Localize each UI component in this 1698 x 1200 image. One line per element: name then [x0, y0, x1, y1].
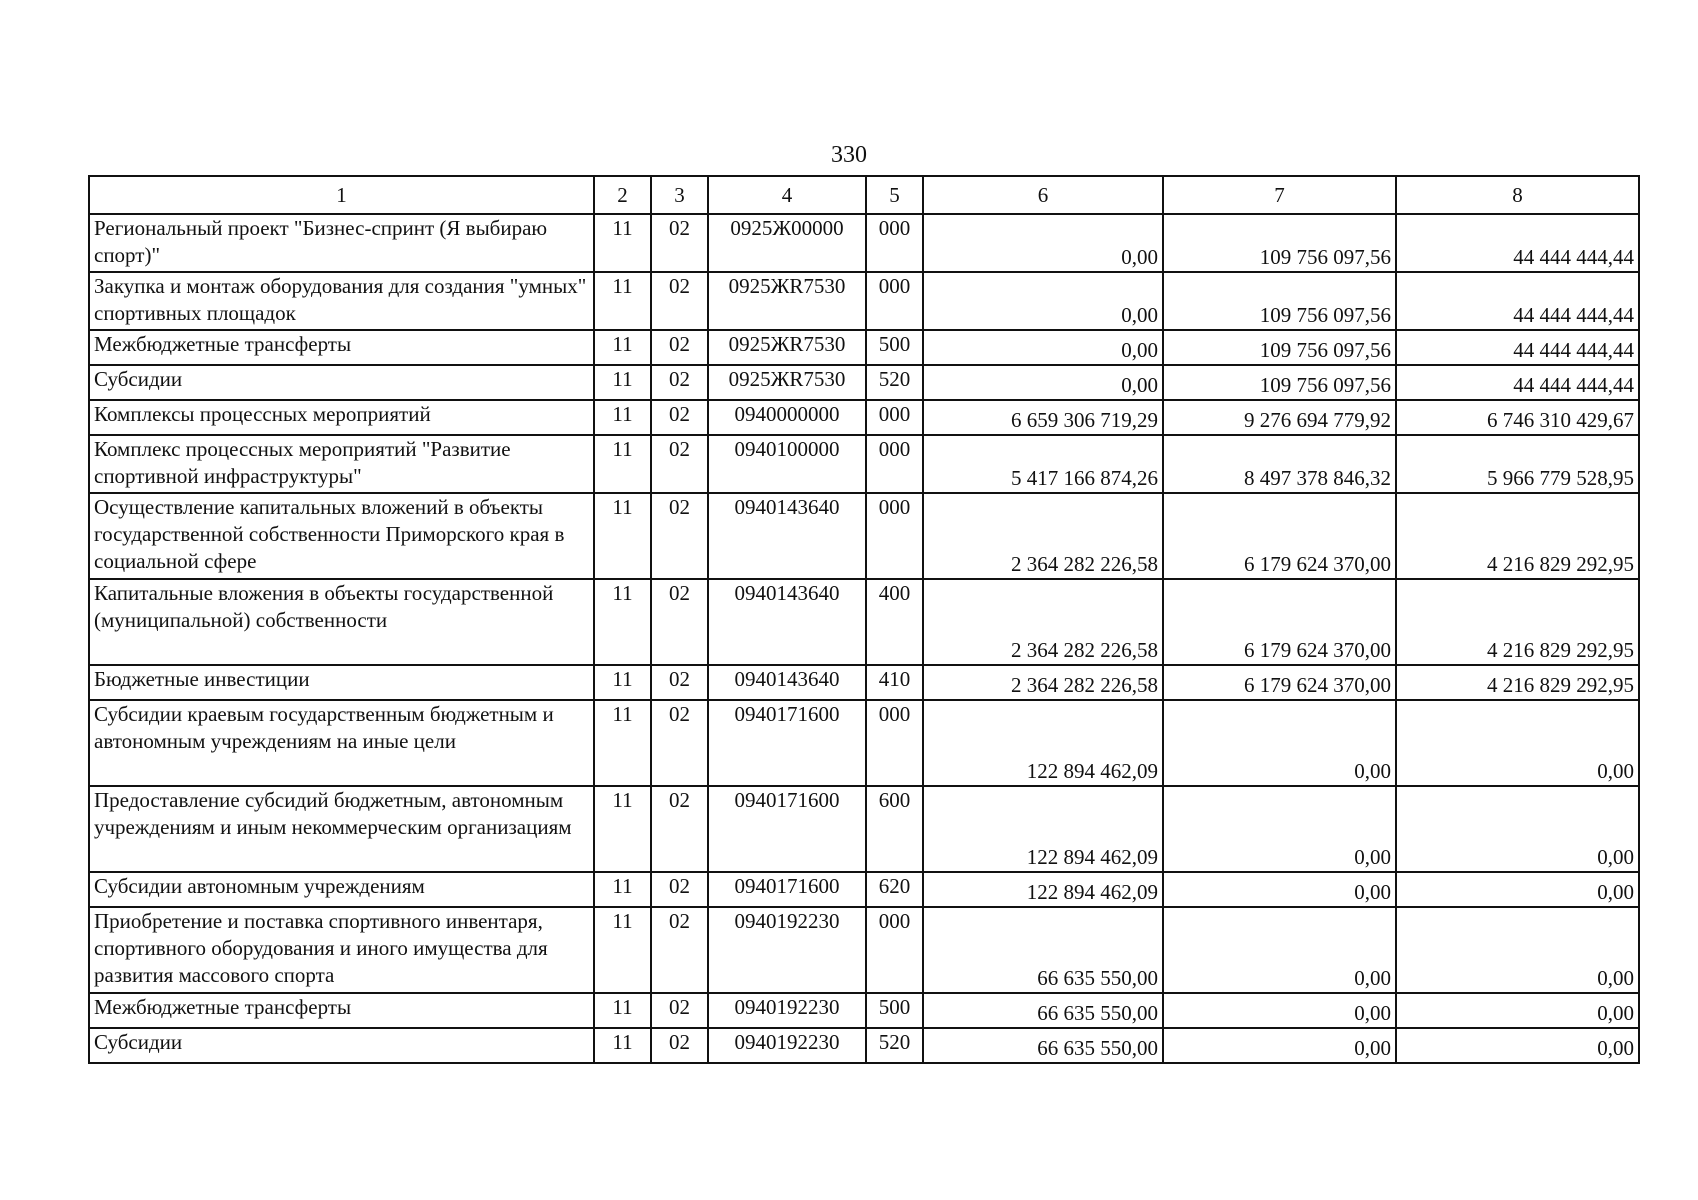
row-target-code: 0925Ж00000 — [708, 214, 866, 272]
row-value-7: 0,00 — [1163, 993, 1396, 1028]
row-value-6: 0,00 — [923, 365, 1163, 400]
row-value-6: 2 364 282 226,58 — [923, 665, 1163, 700]
table-row — [89, 214, 1639, 272]
row-subsection: 02 — [651, 400, 708, 435]
row-expense-type: 600 — [866, 786, 923, 872]
row-value-8: 4 216 829 292,95 — [1396, 665, 1639, 700]
row-value-6: 0,00 — [923, 272, 1163, 330]
row-expense-type: 000 — [866, 435, 923, 493]
row-expense-type: 410 — [866, 665, 923, 700]
row-expense-type: 500 — [866, 330, 923, 365]
header-cell-8: 8 — [1396, 176, 1639, 214]
row-target-code: 0940171600 — [708, 786, 866, 872]
row-value-8: 44 444 444,44 — [1396, 214, 1639, 272]
row-expense-type: 000 — [866, 214, 923, 272]
row-subsection: 02 — [651, 365, 708, 400]
row-target-code: 0940000000 — [708, 400, 866, 435]
row-section: 11 — [594, 272, 651, 330]
row-value-6: 0,00 — [923, 214, 1163, 272]
row-name: Предоставление субсидий бюджетным, автономным учреждениям и иным некоммерческим организациям — [89, 786, 594, 872]
row-value-8: 0,00 — [1396, 872, 1639, 907]
row-value-6: 122 894 462,09 — [923, 872, 1163, 907]
row-name: Субсидии — [89, 1028, 594, 1063]
row-subsection: 02 — [651, 665, 708, 700]
row-section: 11 — [594, 435, 651, 493]
table-row — [89, 579, 1639, 665]
row-name: Капитальные вложения в объекты государственной (муниципальной) собственности — [89, 579, 594, 665]
row-name: Осуществление капитальных вложений в объекты государственной собственности Приморского края в социальной сфере — [89, 493, 594, 579]
row-target-code: 0940192230 — [708, 993, 866, 1028]
row-subsection: 02 — [651, 907, 708, 993]
row-value-7: 109 756 097,56 — [1163, 272, 1396, 330]
row-value-8: 44 444 444,44 — [1396, 330, 1639, 365]
row-value-7: 8 497 378 846,32 — [1163, 435, 1396, 493]
row-name: Приобретение и поставка спортивного инвентаря, спортивного оборудования и иного имущества для развития массового спорта — [89, 907, 594, 993]
header-row — [89, 176, 1639, 214]
row-value-7: 0,00 — [1163, 1028, 1396, 1063]
row-subsection: 02 — [651, 214, 708, 272]
row-subsection: 02 — [651, 493, 708, 579]
row-name: Закупка и монтаж оборудования для создания "умных" спортивных площадок — [89, 272, 594, 330]
row-subsection: 02 — [651, 786, 708, 872]
row-value-8: 44 444 444,44 — [1396, 365, 1639, 400]
row-subsection: 02 — [651, 872, 708, 907]
table-row — [89, 1028, 1639, 1063]
header-cell-3: 3 — [651, 176, 708, 214]
row-value-6: 122 894 462,09 — [923, 786, 1163, 872]
row-target-code: 0940192230 — [708, 907, 866, 993]
row-section: 11 — [594, 579, 651, 665]
table-row — [89, 907, 1639, 993]
row-target-code: 0925ЖR7530 — [708, 272, 866, 330]
row-value-6: 66 635 550,00 — [923, 907, 1163, 993]
table-row — [89, 786, 1639, 872]
row-expense-type: 520 — [866, 365, 923, 400]
row-value-6: 5 417 166 874,26 — [923, 435, 1163, 493]
row-value-6: 66 635 550,00 — [923, 993, 1163, 1028]
header-cell-1: 1 — [89, 176, 594, 214]
row-value-7: 109 756 097,56 — [1163, 365, 1396, 400]
row-value-7: 0,00 — [1163, 872, 1396, 907]
row-target-code: 0925ЖR7530 — [708, 330, 866, 365]
table-row — [89, 365, 1639, 400]
header-cell-4: 4 — [708, 176, 866, 214]
row-section: 11 — [594, 786, 651, 872]
row-expense-type: 620 — [866, 872, 923, 907]
row-section: 11 — [594, 330, 651, 365]
row-value-7: 6 179 624 370,00 — [1163, 579, 1396, 665]
row-target-code: 0940143640 — [708, 665, 866, 700]
row-name: Субсидии краевым государственным бюджетным и автономным учреждениям на иные цели — [89, 700, 594, 786]
row-section: 11 — [594, 400, 651, 435]
page-number: 330 — [831, 142, 867, 168]
row-value-8: 0,00 — [1396, 1028, 1639, 1063]
row-value-7: 6 179 624 370,00 — [1163, 665, 1396, 700]
row-expense-type: 000 — [866, 493, 923, 579]
row-value-8: 0,00 — [1396, 786, 1639, 872]
row-value-6: 2 364 282 226,58 — [923, 579, 1163, 665]
row-value-8: 6 746 310 429,67 — [1396, 400, 1639, 435]
row-subsection: 02 — [651, 579, 708, 665]
row-value-8: 4 216 829 292,95 — [1396, 493, 1639, 579]
row-expense-type: 500 — [866, 993, 923, 1028]
row-name: Субсидии автономным учреждениям — [89, 872, 594, 907]
row-value-6: 6 659 306 719,29 — [923, 400, 1163, 435]
row-name: Комплексы процессных мероприятий — [89, 400, 594, 435]
row-value-7: 6 179 624 370,00 — [1163, 493, 1396, 579]
row-subsection: 02 — [651, 993, 708, 1028]
row-value-7: 9 276 694 779,92 — [1163, 400, 1396, 435]
row-subsection: 02 — [651, 435, 708, 493]
row-value-6: 0,00 — [923, 330, 1163, 365]
row-section: 11 — [594, 1028, 651, 1063]
row-expense-type: 520 — [866, 1028, 923, 1063]
row-target-code: 0940192230 — [708, 1028, 866, 1063]
row-target-code: 0925ЖR7530 — [708, 365, 866, 400]
row-section: 11 — [594, 993, 651, 1028]
table-row — [89, 272, 1639, 330]
table-row — [89, 993, 1639, 1028]
row-value-8: 5 966 779 528,95 — [1396, 435, 1639, 493]
row-expense-type: 000 — [866, 400, 923, 435]
row-value-8: 44 444 444,44 — [1396, 272, 1639, 330]
row-value-6: 2 364 282 226,58 — [923, 493, 1163, 579]
header-cell-2: 2 — [594, 176, 651, 214]
row-expense-type: 400 — [866, 579, 923, 665]
row-value-8: 0,00 — [1396, 700, 1639, 786]
row-subsection: 02 — [651, 1028, 708, 1063]
budget-table — [88, 175, 1640, 1064]
row-name: Бюджетные инвестиции — [89, 665, 594, 700]
row-name: Межбюджетные трансферты — [89, 993, 594, 1028]
row-target-code: 0940171600 — [708, 700, 866, 786]
table-row — [89, 872, 1639, 907]
table-row — [89, 665, 1639, 700]
row-value-8: 0,00 — [1396, 993, 1639, 1028]
row-target-code: 0940143640 — [708, 493, 866, 579]
row-section: 11 — [594, 665, 651, 700]
table-row — [89, 400, 1639, 435]
row-subsection: 02 — [651, 272, 708, 330]
row-value-7: 0,00 — [1163, 907, 1396, 993]
row-subsection: 02 — [651, 330, 708, 365]
row-section: 11 — [594, 365, 651, 400]
row-name: Межбюджетные трансферты — [89, 330, 594, 365]
table-row — [89, 330, 1639, 365]
row-value-7: 109 756 097,56 — [1163, 330, 1396, 365]
row-target-code: 0940100000 — [708, 435, 866, 493]
row-target-code: 0940171600 — [708, 872, 866, 907]
row-target-code: 0940143640 — [708, 579, 866, 665]
row-section: 11 — [594, 872, 651, 907]
row-subsection: 02 — [651, 700, 708, 786]
row-value-7: 0,00 — [1163, 700, 1396, 786]
row-value-8: 4 216 829 292,95 — [1396, 579, 1639, 665]
row-expense-type: 000 — [866, 907, 923, 993]
header-cell-5: 5 — [866, 176, 923, 214]
row-section: 11 — [594, 493, 651, 579]
row-section: 11 — [594, 214, 651, 272]
row-section: 11 — [594, 907, 651, 993]
row-value-6: 66 635 550,00 — [923, 1028, 1163, 1063]
header-cell-7: 7 — [1163, 176, 1396, 214]
row-name: Региональный проект "Бизнес-спринт (Я выбираю спорт)" — [89, 214, 594, 272]
row-name: Комплекс процессных мероприятий "Развитие спортивной инфраструктуры" — [89, 435, 594, 493]
row-value-6: 122 894 462,09 — [923, 700, 1163, 786]
table-row — [89, 700, 1639, 786]
row-value-7: 0,00 — [1163, 786, 1396, 872]
row-value-7: 109 756 097,56 — [1163, 214, 1396, 272]
row-expense-type: 000 — [866, 700, 923, 786]
row-expense-type: 000 — [866, 272, 923, 330]
header-cell-6: 6 — [923, 176, 1163, 214]
table-row — [89, 493, 1639, 579]
row-value-8: 0,00 — [1396, 907, 1639, 993]
table-row — [89, 435, 1639, 493]
row-name: Субсидии — [89, 365, 594, 400]
row-section: 11 — [594, 700, 651, 786]
